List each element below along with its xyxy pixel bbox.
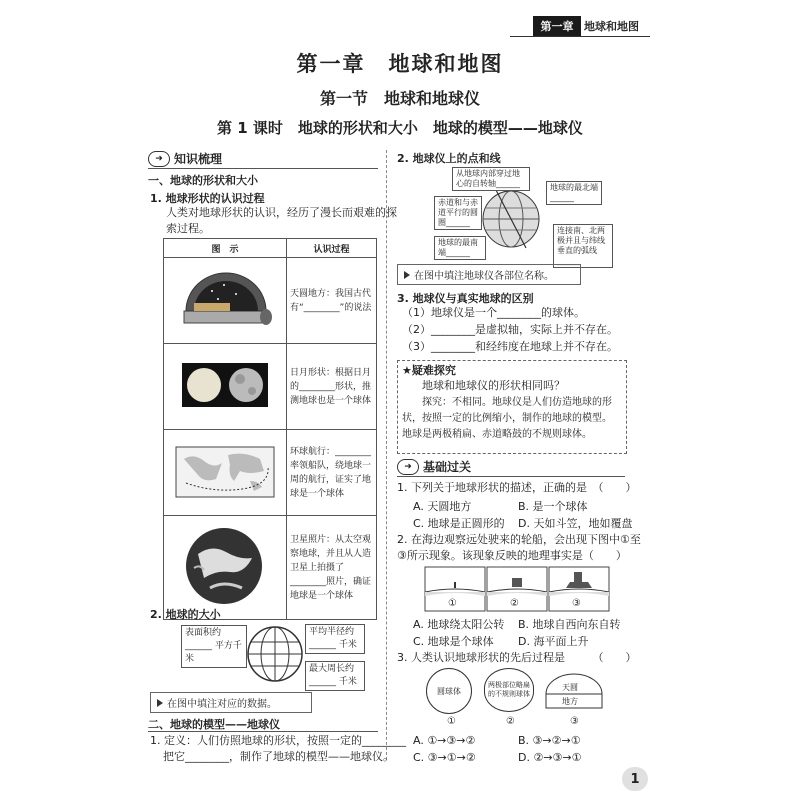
diff-title: 3. 地球仪与真实地球的区别 bbox=[397, 292, 534, 305]
north-pole-callout: 地球的最北端______ bbox=[546, 181, 602, 205]
table-row bbox=[164, 344, 377, 430]
table-row bbox=[164, 258, 377, 344]
triangle-icon bbox=[404, 271, 410, 279]
diff-line-2: （2）________是虚拟轴，实际上并不存在。 bbox=[402, 323, 618, 336]
q3-label-2: ② bbox=[506, 716, 515, 727]
q3-label-3: ③ bbox=[570, 716, 579, 727]
q1-option-c[interactable]: C. 地球是正圆形的 bbox=[413, 517, 505, 530]
page-number: 1 bbox=[622, 767, 648, 791]
table-cell-text: 卫星照片：从太空观 察地球，并且从人造卫星上拍摄了________照片，确证地球是一个球体 bbox=[287, 516, 377, 620]
q1-text: 1. 下列关于地球形状的描述，正确的是 （ ） bbox=[397, 481, 637, 494]
q2-label-1: ① bbox=[448, 598, 457, 609]
axis-callout: 从地球内部穿过地心的自转轴______ bbox=[452, 167, 530, 191]
globe-model bbox=[476, 186, 546, 252]
q2-label-2: ② bbox=[510, 598, 519, 609]
circumference-label: 最大周长约______ 千米 bbox=[305, 661, 365, 691]
knowledge-badge bbox=[148, 150, 222, 167]
q2-label-3: ③ bbox=[572, 598, 581, 609]
item1-text-1: 人类对地球形状的认识，经历了漫长而艰难的探 bbox=[166, 206, 397, 219]
triangle-icon bbox=[157, 699, 163, 707]
practice-badge: ➜ 基础过关 bbox=[397, 458, 471, 475]
q3-sphere-figure: 圆球体 bbox=[426, 668, 472, 714]
q3-text: 3. 人类认识地球形状的先后过程是 （ ） bbox=[397, 651, 637, 664]
table-header-process: 认识过程 bbox=[287, 239, 377, 258]
table-image-earth-photo bbox=[164, 516, 287, 620]
q2-option-b[interactable]: B. 地球自西向东自转 bbox=[518, 618, 621, 631]
part1-title: 一、地球的形状和大小 bbox=[148, 174, 258, 187]
star-icon: ★ bbox=[402, 364, 412, 377]
globe-points-title: 2. 地球仪上的点和线 bbox=[397, 152, 501, 165]
arrow-icon: ➜ bbox=[397, 459, 419, 475]
hint-box-1: 在图中填注对应的数据。 bbox=[150, 692, 312, 713]
chapter-tab: 第一章 bbox=[533, 16, 581, 36]
q3-option-b[interactable]: B. ③→②→① bbox=[518, 734, 581, 747]
think-title: ★疑难探究 bbox=[402, 364, 456, 377]
item1-text-2: 索过程。 bbox=[166, 222, 210, 235]
think-question: 地球和地球仪的形状相同吗？ bbox=[422, 379, 565, 392]
radius-label: 平均半径约______ 千米 bbox=[305, 624, 365, 654]
diff-line-3: （3）________和经纬度在地球上并不存在。 bbox=[402, 340, 618, 353]
arrow-icon: ➜ bbox=[148, 151, 170, 167]
hint-box-2: 在图中填注地球仪各部位名称。 bbox=[397, 264, 581, 285]
chapter-title: 第一章 地球和地图 bbox=[296, 51, 504, 76]
column-divider bbox=[386, 150, 387, 760]
meridian-callout: 连接南、北两极并且与纬线垂直的弧线______ bbox=[553, 224, 613, 268]
south-pole-callout: 地球的最南端______ bbox=[434, 236, 486, 260]
table-image-sky-dome bbox=[164, 258, 287, 344]
practice-rule bbox=[397, 476, 625, 477]
think-answer-2: 状，按照一定的比例缩小，制作的地球的模型。 bbox=[402, 413, 612, 424]
earth-grid-globe bbox=[245, 624, 305, 684]
item1-title: 1. 地球形状的认识过程 bbox=[150, 192, 265, 205]
part2-rule bbox=[148, 731, 378, 732]
q1-option-a[interactable]: A. 天圆地方 bbox=[413, 500, 472, 513]
q1-option-b[interactable]: B. 是一个球体 bbox=[518, 500, 588, 513]
table-cell-text: 环球航行：________ 率领船队，绕地球一周的航行，证实了地球是一个球体 bbox=[287, 430, 377, 516]
think-answer-1: 探究：不相同。地球仪是人们仿造地球的形 bbox=[422, 397, 612, 408]
table-image-world-route bbox=[164, 430, 287, 516]
definition-line-1: 1. 定义：人们仿照地球的形状，按照一定的________ bbox=[150, 734, 406, 747]
diff-line-1: （1）地球仪是一个________的球体。 bbox=[402, 306, 585, 319]
q1-option-d[interactable]: D. 天如斗笠，地如覆盘 bbox=[518, 517, 633, 530]
table-cell-text: 天圆地方：我国古代 有“________”的说法 bbox=[287, 258, 377, 344]
part2-title: 二、地球的模型——地球仪 bbox=[148, 718, 280, 731]
badge-rule bbox=[148, 168, 378, 169]
q2-option-d[interactable]: D. 海平面上升 bbox=[518, 635, 589, 648]
think-answer-3: 地球是两极稍扁、赤道略鼓的不规则球体。 bbox=[402, 429, 592, 440]
q2-option-a[interactable]: A. 地球绕太阳公转 bbox=[413, 618, 505, 631]
section-title: 第一节 地球和地球仪 bbox=[319, 89, 480, 108]
q3-label-1: ① bbox=[447, 716, 456, 727]
q2-text-1: 2. 在海边观察远处驶来的轮船，会出现下图中①至 bbox=[397, 533, 641, 546]
table-row bbox=[164, 516, 377, 620]
area-label: 表面积约______ 平方千米 bbox=[181, 625, 247, 668]
table-cell-text: 日月形状：根据日月 的________形状，推测地球也是一个球体 bbox=[287, 344, 377, 430]
item2-title: 2. 地球的大小 bbox=[150, 608, 221, 621]
knowledge-badge-label: 知识梳理 bbox=[174, 152, 223, 166]
q3-irregular-figure: 两极部位略扁的不规则球体 bbox=[484, 668, 534, 712]
table-header-diagram: 图 示 bbox=[164, 239, 287, 258]
q2-option-c[interactable]: C. 地球是个球体 bbox=[413, 635, 494, 648]
shape-history-table bbox=[163, 238, 377, 620]
table-row bbox=[164, 430, 377, 516]
header-rule bbox=[510, 36, 650, 37]
lesson-title: 第 1 课时 地球的形状和大小 地球的模型——地球仪 bbox=[217, 119, 583, 137]
definition-line-2: 把它________，制作了地球的模型——地球仪。 bbox=[163, 750, 394, 763]
q2-text-2: ③所示现象。该现象反映的地理事实是（ ） bbox=[397, 549, 627, 562]
q3-sky-label: 天圆 bbox=[562, 683, 578, 692]
q3-option-a[interactable]: A. ①→③→② bbox=[413, 734, 476, 747]
table-image-sun-moon bbox=[164, 344, 287, 430]
q3-earth-label: 地方 bbox=[562, 697, 578, 706]
equator-callout: 赤道和与赤道平行的圆圈______ bbox=[434, 196, 482, 230]
chapter-tab-title: 地球和地图 bbox=[584, 20, 639, 33]
q3-option-d[interactable]: D. ②→③→① bbox=[518, 751, 582, 764]
q3-option-c[interactable]: C. ③→①→② bbox=[413, 751, 476, 764]
